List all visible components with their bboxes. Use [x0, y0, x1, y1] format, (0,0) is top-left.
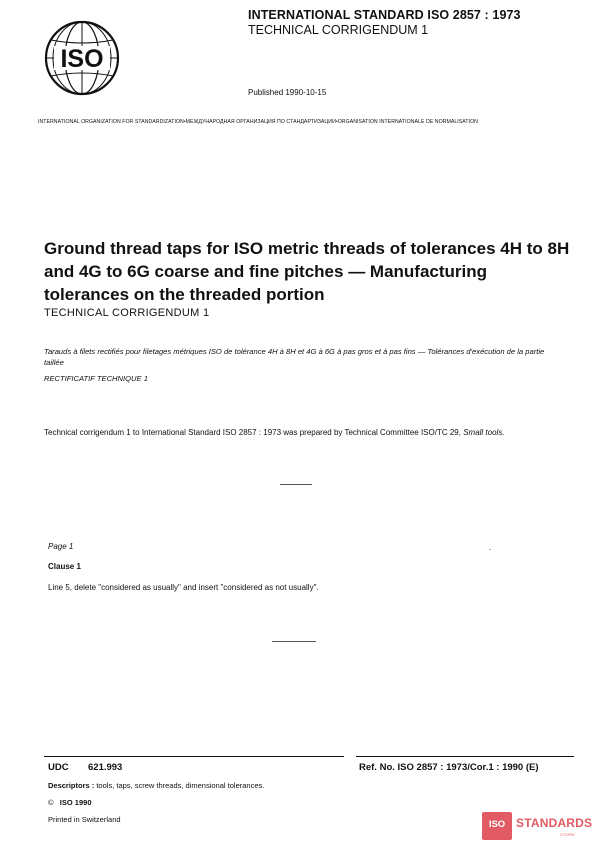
copyright-text: ISO 1990	[59, 798, 92, 807]
iso-logo	[44, 20, 120, 96]
watermark-subtext: STORE	[560, 832, 576, 837]
document-title: Ground thread taps for ISO metric threads of tolerances 4H to 8H and 4G to 6G coarse and fine pitches — Manufacturing tolerances on the threaded portion	[44, 239, 570, 304]
section-divider	[280, 484, 312, 485]
footer-rule-right	[356, 756, 574, 757]
preparation-statement	[44, 428, 505, 437]
stray-mark: .	[489, 543, 492, 552]
udc-value: 621.993	[88, 762, 123, 773]
footer-rule-left	[44, 756, 344, 757]
reference-number: Ref. No. ISO 2857 : 1973/Cor.1 : 1990 (E)	[359, 762, 539, 773]
standard-title: INTERNATIONAL STANDARD ISO 2857 : 1973	[248, 8, 521, 22]
udc-label: UDC	[48, 762, 69, 773]
descriptors	[48, 781, 264, 790]
copyright	[48, 798, 92, 807]
correction-text: Line 5, delete "considered as usually" and insert "considered as not usually".	[48, 583, 319, 592]
french-corrigendum-label: RECTIFICATIF TECHNIQUE 1	[44, 374, 148, 383]
published-date: Published 1990-10-15	[248, 88, 327, 97]
watermark-text: STANDARDS	[516, 816, 593, 830]
standard-subtitle: TECHNICAL CORRIGENDUM 1	[248, 23, 429, 37]
descriptors-label: Descriptors :	[48, 781, 95, 790]
copyright-icon: ©	[48, 798, 54, 807]
page-label: Page 1	[48, 542, 74, 551]
watermark-badge-text: ISO	[488, 819, 506, 830]
corrigendum-label: TECHNICAL CORRIGENDUM 1	[44, 307, 210, 319]
iso-logo-text: ISO	[60, 45, 104, 73]
organization-line: INTERNATIONAL ORGANIZATION FOR STANDARDIZATION•МЕЖДУНАРОДНАЯ ОРГАНИЗАЦИЯ ПО СТАНДАРТИЗАЦИИ•ORGANISATION INTERNATIONALE DE NORMALISATION	[38, 119, 478, 125]
preparation-text: Technical corrigendum 1 to International Standard ISO 2857 : 1973 was prepared by Technical Committee ISO/TC 29,	[44, 428, 464, 437]
printed-location: Printed in Switzerland	[48, 815, 121, 824]
descriptors-text: tools, taps, screw threads, dimensional tolerances.	[94, 781, 265, 790]
french-title: Tarauds à filets rectifiés pour filetages métriques ISO de tolérance 4H à 8H et 4G à 6G à pas gros et à pas fins — Tolérances d'exécution de la partie taillée	[44, 347, 545, 367]
committee-name: Small tools.	[463, 428, 505, 437]
end-divider	[272, 641, 316, 642]
clause-label: Clause 1	[48, 562, 81, 571]
